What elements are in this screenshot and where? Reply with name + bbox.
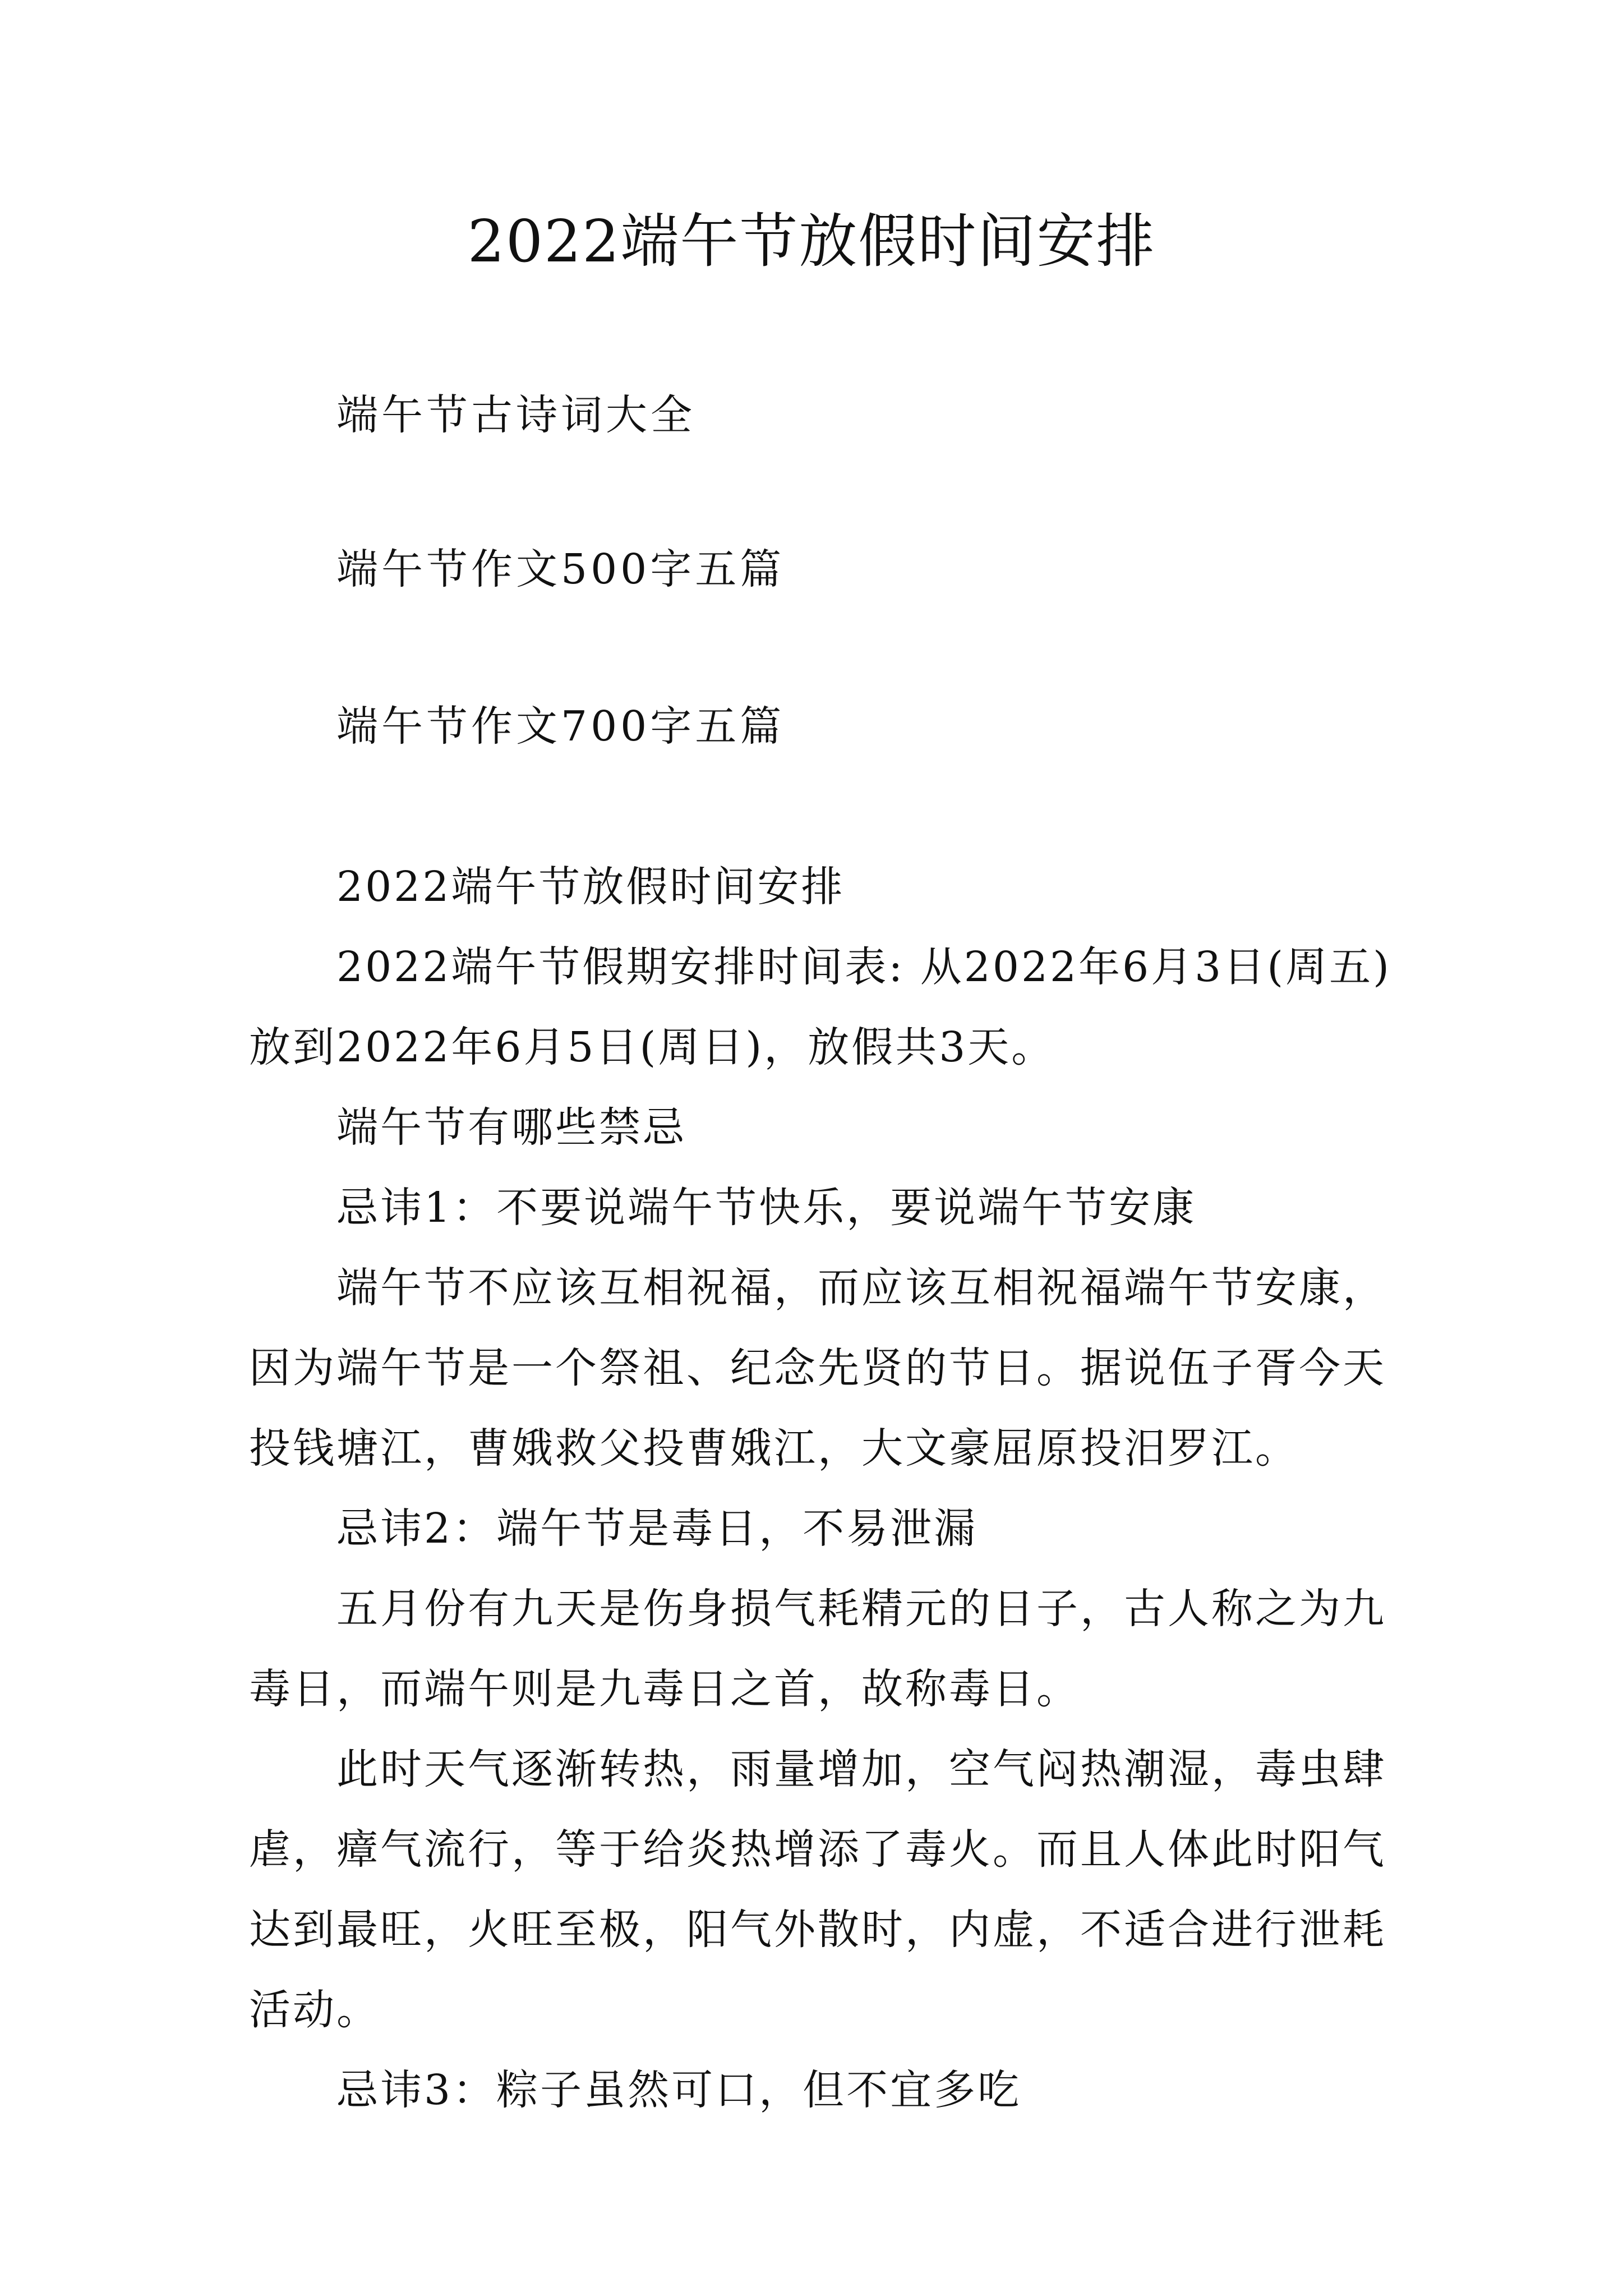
paragraph: 五月份有九天是伤身损气耗精元的日子，古人称之为九毒日，而端午则是九毒日之首，故称毒日。 bbox=[249, 1585, 1386, 1713]
document-title: 2022端午节放假时间安排 bbox=[467, 207, 1156, 275]
related-link-essay-500[interactable]: 端午节作文500字五篇 bbox=[336, 545, 785, 593]
related-link-poems[interactable]: 端午节古诗词大全 bbox=[336, 391, 695, 439]
article-body bbox=[249, 847, 1393, 2131]
paragraph: 此时天气逐渐转热，雨量增加，空气闷热潮湿，毒虫肆虐，瘴气流行，等于给炎热增添了毒火。而且人体此时阳气达到最旺，火旺至极，阳气外散时，内虚，不适合进行泄耗活动。 bbox=[249, 1745, 1386, 2034]
section-heading: 忌讳1：不要说端午节快乐，要说端午节安康 bbox=[336, 1184, 1197, 1232]
paragraph: 端午节不应该互相祝福，而应该互相祝福端午节安康，因为端午节是一个祭祖、纪念先贤的节日。据说伍子胥今天投钱塘江，曹娥救父投曹娥江，大文豪屈原投汨罗江。 bbox=[249, 1264, 1386, 1473]
section-heading: 2022端午节放假时间安排 bbox=[336, 863, 845, 911]
related-link-essay-700[interactable]: 端午节作文700字五篇 bbox=[336, 702, 785, 751]
paragraph: 2022端午节假期安排时间表: 从2022年6月3日(周五)放到2022年6月5日(周日)，放假共3天。 bbox=[249, 943, 1392, 1071]
section-heading: 忌讳3：粽子虽然可口，但不宜多吃 bbox=[336, 2066, 1022, 2114]
section-heading: 端午节有哪些禁忌 bbox=[336, 1103, 686, 1152]
section-heading: 忌讳2：端午节是毒日，不易泄漏 bbox=[336, 1504, 978, 1553]
